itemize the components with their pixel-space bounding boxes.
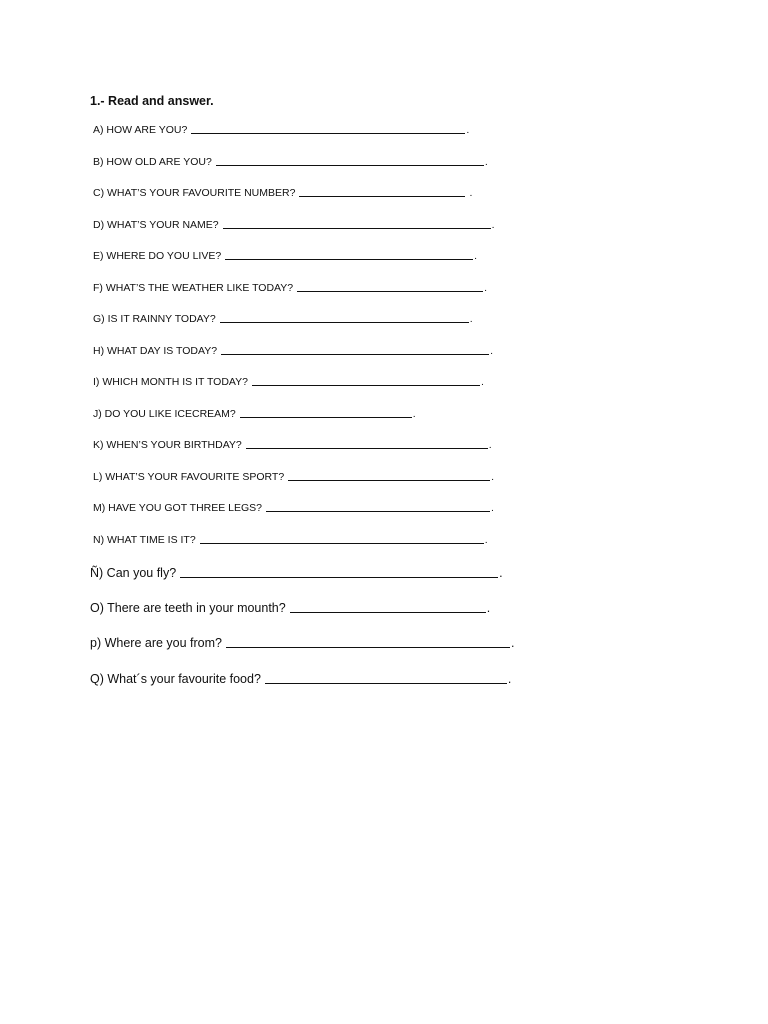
question-n [93, 534, 488, 546]
answer-line[interactable] [240, 416, 412, 418]
question-text: H) WHAT DAY IS TODAY? [93, 345, 218, 357]
line-end: . [480, 376, 484, 388]
question-text: Q) What´s your favourite food? [90, 672, 261, 686]
question-text: K) WHEN’S YOUR BIRTHDAY? [93, 439, 242, 451]
question-text: N) WHAT TIME IS IT? [93, 534, 196, 546]
question-q [90, 672, 511, 686]
answer-line[interactable] [299, 195, 465, 197]
question-enye [90, 566, 503, 580]
line-end: . [474, 250, 478, 262]
answer-line[interactable] [288, 479, 490, 481]
question-g [93, 313, 473, 325]
line-end: . [507, 672, 512, 686]
answer-line[interactable] [290, 611, 486, 613]
question-c [93, 187, 472, 199]
line-end: . [469, 313, 473, 325]
answer-line[interactable] [200, 542, 484, 544]
question-k [93, 439, 492, 451]
answer-line[interactable] [180, 576, 498, 578]
question-o [90, 601, 490, 615]
answer-line[interactable] [216, 164, 484, 166]
question-text: O) There are teeth in your mounth? [90, 601, 286, 615]
line-end: . [484, 282, 488, 294]
question-f [93, 282, 487, 294]
worksheet-heading: 1.- Read and answer. [90, 94, 214, 108]
question-b [93, 156, 488, 168]
question-a [93, 124, 469, 136]
line-end: . [511, 636, 515, 650]
line-end: . [488, 439, 492, 451]
answer-line[interactable] [246, 447, 488, 449]
line-end: . [466, 124, 470, 136]
answer-line[interactable] [297, 290, 483, 292]
line-end: . [491, 219, 495, 231]
question-text: M) HAVE YOU GOT THREE LEGS? [93, 502, 263, 514]
question-text: C) WHAT’S YOUR FAVOURITE NUMBER? [93, 187, 296, 199]
line-end: . [491, 502, 494, 514]
line-end: . [412, 408, 416, 420]
question-i [93, 376, 484, 388]
answer-line[interactable] [221, 353, 489, 355]
line-end: . [484, 156, 488, 168]
question-text: I) WHICH MONTH IS IT TODAY? [93, 376, 248, 388]
answer-line[interactable] [226, 646, 510, 648]
question-text: J) DO YOU LIKE ICECREAM? [93, 408, 236, 420]
line-end: . [490, 345, 494, 357]
question-l [93, 471, 494, 483]
question-e [93, 250, 477, 262]
question-text: G) IS IT RAINNY TODAY? [93, 313, 216, 325]
question-text: p) Where are you from? [90, 636, 222, 650]
answer-line[interactable] [266, 510, 490, 512]
question-d [93, 219, 495, 231]
question-text: A) HOW ARE YOU? [93, 124, 188, 136]
answer-line[interactable] [225, 258, 473, 260]
question-text: D) WHAT’S YOUR NAME? [93, 219, 219, 231]
answer-line[interactable] [220, 321, 469, 323]
line-end: . [469, 187, 473, 199]
line-end: . [499, 566, 503, 580]
line-end: . [491, 471, 495, 483]
question-j [93, 408, 416, 420]
answer-line[interactable] [223, 227, 491, 229]
question-text: E) WHERE DO YOU LIVE? [93, 250, 222, 262]
question-text: Ñ) Can you fly? [90, 566, 177, 580]
answer-line[interactable] [191, 132, 465, 134]
question-p [90, 636, 514, 650]
answer-line[interactable] [252, 384, 480, 386]
question-m [93, 502, 494, 514]
line-end: . [486, 601, 491, 615]
question-text: B) HOW OLD ARE YOU? [93, 156, 212, 168]
answer-line[interactable] [265, 682, 507, 684]
question-text: L) WHAT’S YOUR FAVOURITE SPORT? [93, 471, 285, 483]
question-h [93, 345, 493, 357]
question-text: F) WHAT’S THE WEATHER LIKE TODAY? [93, 282, 294, 294]
line-end: . [484, 534, 488, 546]
